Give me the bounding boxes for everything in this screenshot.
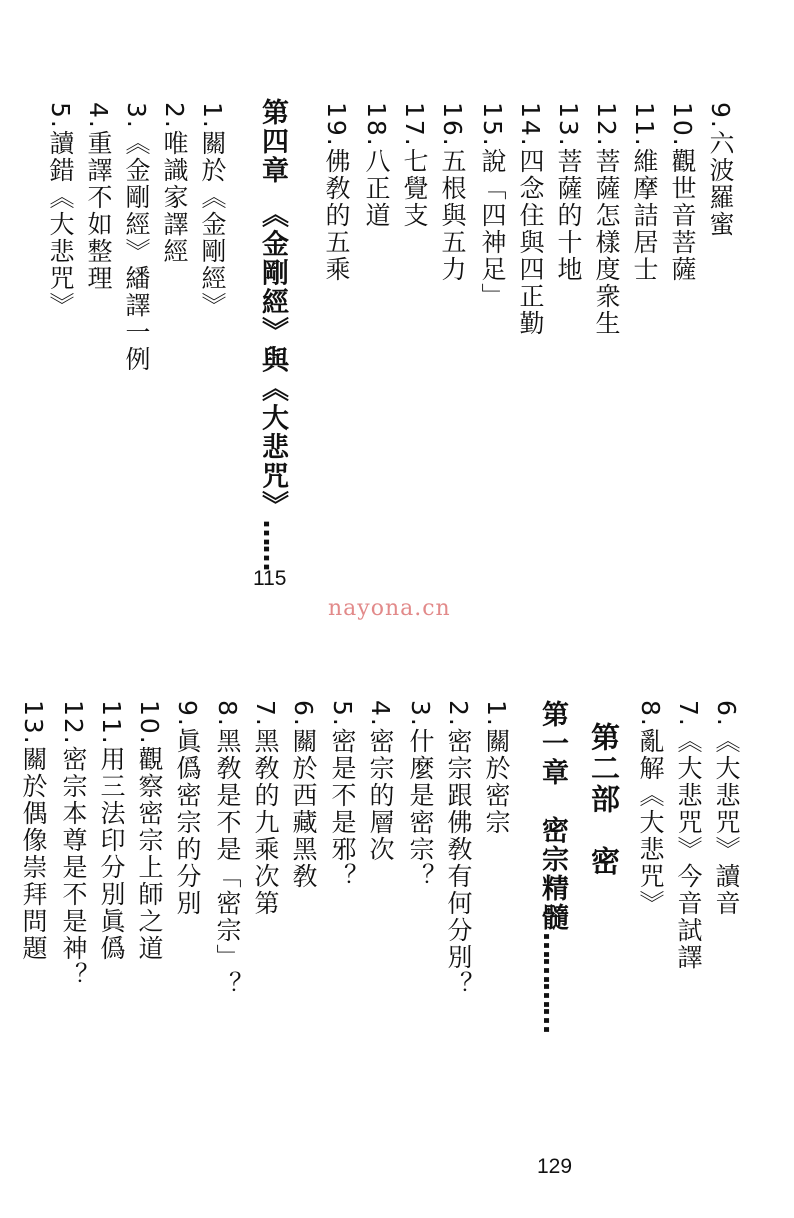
toc-item: 7.《大悲咒》今音試譯 bbox=[674, 700, 703, 971]
toc-item: 3.《金剛經》繙譯一例 bbox=[122, 102, 151, 373]
toc-item: 13.關於偶像崇拜問題 bbox=[19, 700, 48, 962]
toc-item: 6.關於西藏黑敎 bbox=[289, 700, 318, 890]
toc-item: 1.關於《金剛經》 bbox=[198, 102, 227, 319]
toc-item: 5.密是不是邪？ bbox=[328, 700, 357, 890]
toc-item: 1.關於密宗 bbox=[482, 700, 511, 836]
toc-item: 4.密宗的層次 bbox=[366, 700, 395, 863]
toc-item: 5.讀錯《大悲咒》 bbox=[46, 102, 75, 319]
toc-item: 2.唯識家譯經 bbox=[160, 102, 189, 265]
toc-item: 12.菩薩怎樣度衆生 bbox=[592, 102, 621, 337]
toc-item: 2.密宗跟佛敎有何分別？ bbox=[444, 700, 473, 998]
toc-item: 9.眞僞密宗的分別 bbox=[173, 700, 202, 917]
toc-item: 7.黑敎的九乘次第 bbox=[251, 700, 280, 917]
toc-item: 8.黑敎是不是「密宗」？ bbox=[213, 700, 242, 998]
toc-item: 4.重譯不如整理 bbox=[84, 102, 113, 292]
toc-item: 12.密宗本尊是不是神？ bbox=[59, 700, 88, 989]
leader-dots: ………… bbox=[537, 932, 568, 1032]
chapter-1-heading bbox=[536, 700, 568, 1032]
toc-item: 11.用三法印分別眞僞 bbox=[97, 700, 126, 962]
toc-item: 15.說「四神足」 bbox=[478, 102, 507, 310]
watermark-text: nayona.cn bbox=[328, 596, 451, 621]
part-2-heading: 第二部 密 bbox=[587, 722, 621, 877]
toc-item: 8.亂解《大悲咒》 bbox=[636, 700, 665, 917]
toc-item: 10.觀世音菩薩 bbox=[668, 102, 697, 283]
toc-item: 10.觀察密宗上師之道 bbox=[135, 700, 164, 962]
toc-item: 3.什麼是密宗？ bbox=[406, 700, 435, 890]
toc-item: 18.八正道 bbox=[362, 102, 391, 229]
chapter-1-page-number: 129 bbox=[537, 1155, 573, 1178]
leader-dots: …… bbox=[257, 519, 288, 570]
toc-item: 14.四念住與四正勤 bbox=[516, 102, 545, 337]
toc-item: 19.佛敎的五乘 bbox=[322, 102, 351, 283]
chapter-4-page-number: 115 bbox=[253, 567, 287, 590]
toc-item: 13.菩薩的十地 bbox=[554, 102, 583, 283]
toc-item: 9.六波羅蜜 bbox=[706, 102, 735, 238]
toc-item: 17.七覺支 bbox=[400, 102, 429, 229]
chapter-4-heading bbox=[256, 98, 288, 570]
toc-item: 6.《大悲咒》讀音 bbox=[712, 700, 741, 917]
toc-item: 11.維摩詰居士 bbox=[630, 102, 659, 283]
chapter-1-title: 第一章 密宗精髓 bbox=[537, 700, 568, 932]
toc-item: 16.五根與五力 bbox=[438, 102, 467, 283]
chapter-4-title: 第四章 《金剛經》與《大悲咒》 bbox=[257, 98, 288, 520]
